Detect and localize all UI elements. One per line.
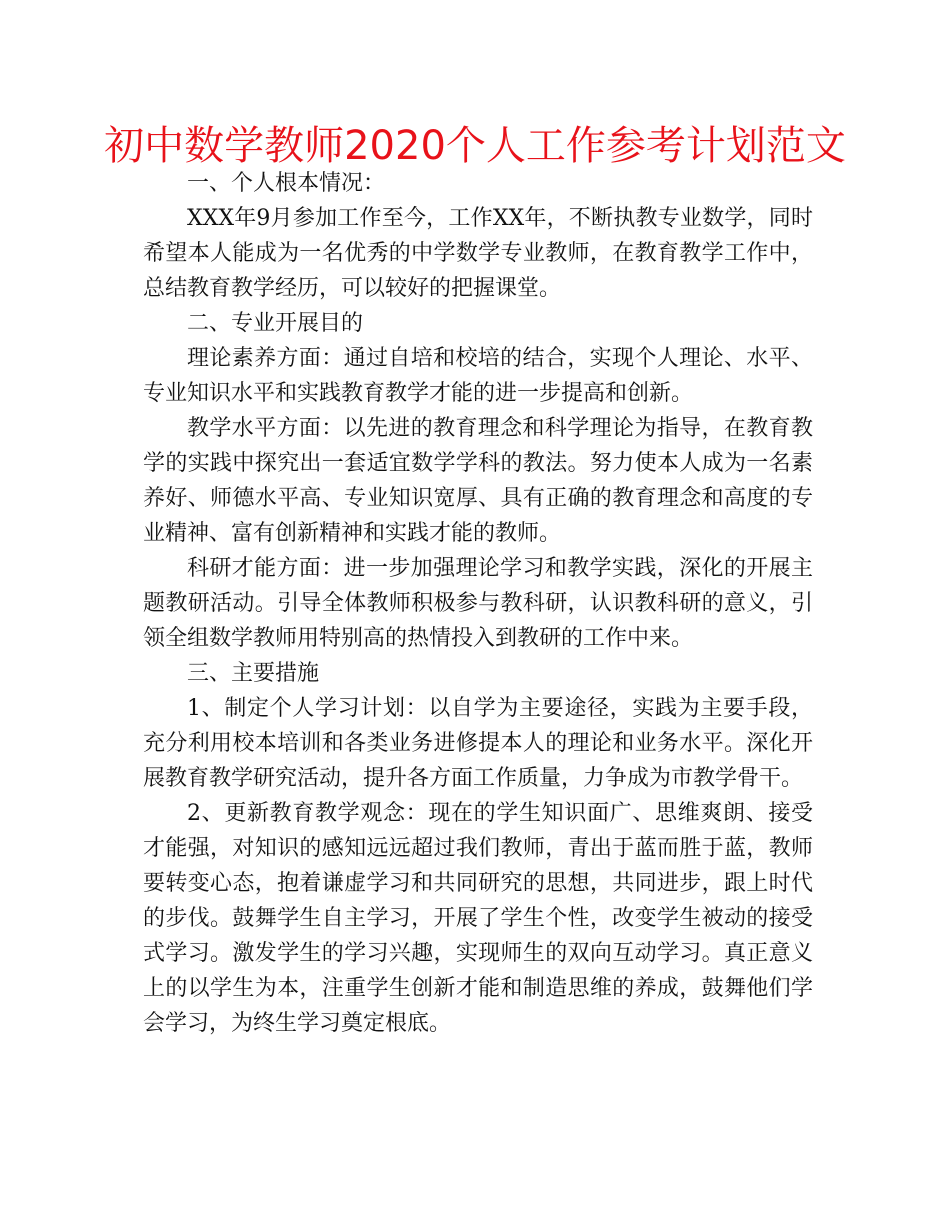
paragraph: 理论素养方面：通过自培和校培的结合，实现个人理论、水平、专业知识水平和实践教育教学才能的进一步提高和创新。: [143, 346, 813, 406]
paragraph: XXX年9月参加工作至今，工作XX年，不断执教专业数学，同时希望本人能成为一名优秀的中学数学专业教师，在教育教学工作中，总结教育教学经历，可以较好的把握课堂。: [143, 206, 813, 301]
document-title: 初中数学教师2020个人工作参考计划范文: [104, 123, 846, 169]
paragraph: 教学水平方面：以先进的教育理念和科学理论为指导，在教育教学的实践中探究出一套适宜数学学科的教法。努力使本人成为一名素养好、师德水平高、专业知识宽厚、具有正确的教育理念和高度的专业精神、富有创新精神和实践才能的教师。: [143, 416, 813, 546]
document-body: [143, 166, 813, 1041]
section-heading-3: 三、主要措施: [187, 661, 320, 686]
paragraph: 科研才能方面：进一步加强理论学习和教学实践，深化的开展主题教研活动。引导全体教师积极参与教科研，认识教科研的意义，引领全组数学教师用特别高的热情投入到教研的工作中来。: [143, 556, 813, 651]
paragraph: 1、制定个人学习计划：以自学为主要途径，实践为主要手段，充分利用校本培训和各类业务进修提本人的理论和业务水平。深化开展教育教学研究活动，提升各方面工作质量，力争成为市教学骨干。: [143, 696, 813, 791]
section-heading-2: 二、专业开展目的: [187, 311, 364, 336]
paragraph: 2、更新教育教学观念：现在的学生知识面广、思维爽朗、接受才能强，对知识的感知远远超过我们教师，青出于蓝而胜于蓝，教师要转变心态，抱着谦虚学习和共同研究的思想，共同进步，跟上时代的步伐。鼓舞学生自主学习，开展了学生个性，改变学生被动的接受式学习。激发学生的学习兴趣，实现师生的双向互动学习。真正意义上的以学生为本，注重学生创新才能和制造思维的养成，鼓舞他们学会学习，为终生学习奠定根底。: [143, 801, 813, 1036]
section-heading-1: 一、个人根本情况：: [187, 171, 386, 196]
